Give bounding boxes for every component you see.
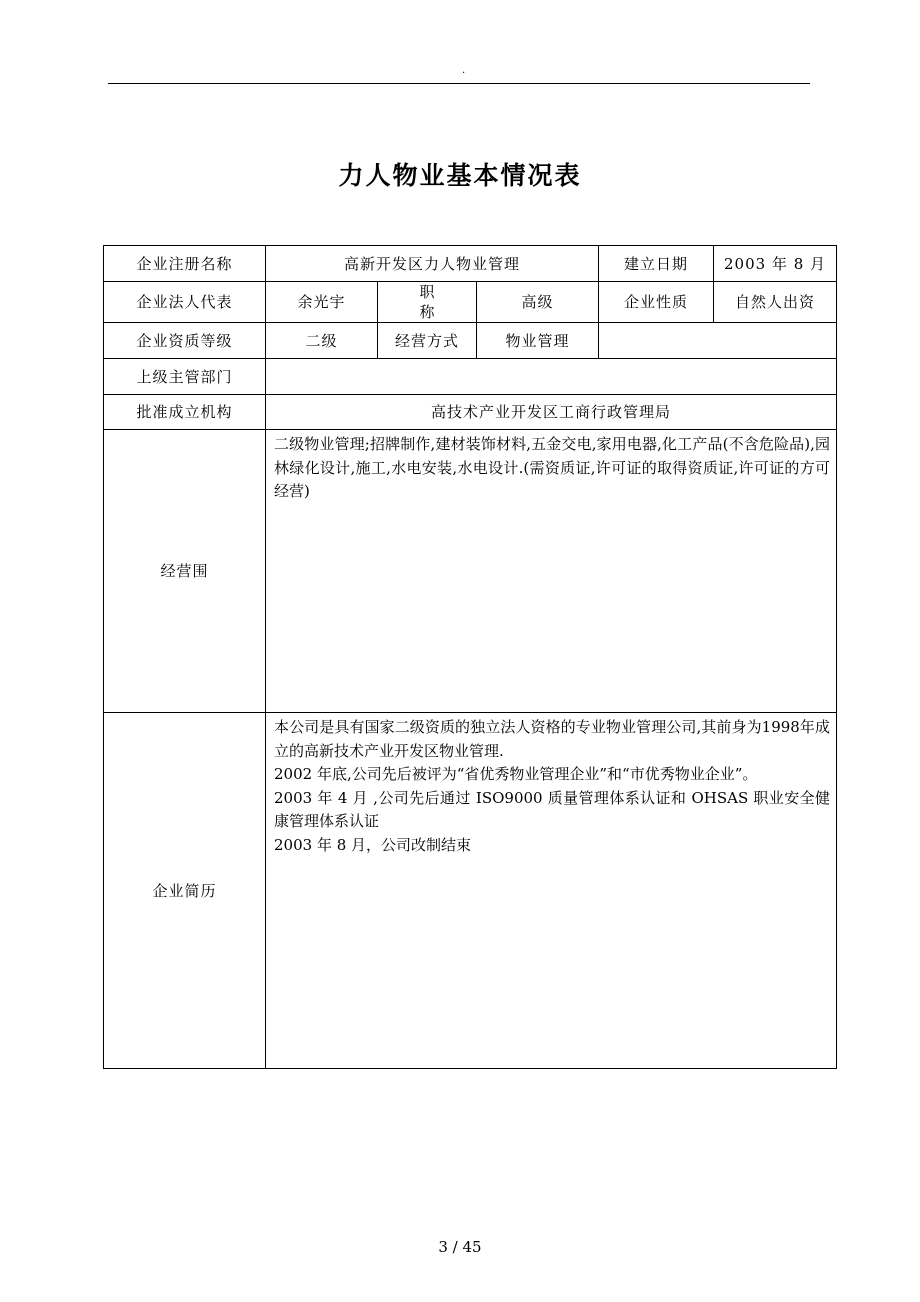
profile-line: 2003 年 4 月 ,公司先后通过 ISO9000 质量管理体系认证和 OHSAS 职业安全健康管理体系认证 bbox=[274, 788, 831, 830]
page-title: 力人物业基本情况表 bbox=[338, 161, 582, 190]
legal-rep-label: 企业法人代表 bbox=[104, 282, 266, 323]
nature-value: 自然人出资 bbox=[714, 282, 837, 323]
job-title-label: 职称 bbox=[378, 282, 477, 323]
table-row bbox=[104, 282, 837, 323]
founded-label: 建立日期 bbox=[599, 246, 714, 282]
approve-label: 批准成立机构 bbox=[104, 395, 266, 430]
table-row bbox=[104, 323, 837, 359]
qualification-label: 企业资质等级 bbox=[104, 323, 266, 359]
page-number: 3 / 45 bbox=[438, 1238, 482, 1256]
superior-label: 上级主管部门 bbox=[104, 359, 266, 395]
header-dot: . bbox=[462, 65, 466, 76]
scope-text: 二级物业管理;招牌制作,建材装饰材料,五金交电,家用电器,化工产品(不含危险品),园林绿化设计,施工,水电安装,水电设计.(需资质证,许可证的取得资质证,许可证的方可经营) bbox=[266, 430, 837, 713]
mode-value: 物业管理 bbox=[477, 323, 599, 359]
nature-label: 企业性质 bbox=[599, 282, 714, 323]
profile-text bbox=[266, 713, 837, 1069]
table-row bbox=[104, 395, 837, 430]
profile-line: 本公司是具有国家二级资质的独立法人资格的专业物业管理公司,其前身为1998年成立的高新技术产业开发区物业管理. bbox=[274, 718, 831, 760]
reg-name-label: 企业注册名称 bbox=[104, 246, 266, 282]
founded-value: 2003 年 8 月 bbox=[714, 246, 837, 282]
table-row bbox=[104, 430, 837, 713]
table-row bbox=[104, 713, 837, 1069]
mode-label: 经营方式 bbox=[378, 323, 477, 359]
empty-cell bbox=[599, 323, 837, 359]
header-rule bbox=[108, 83, 810, 84]
table-row bbox=[104, 359, 837, 395]
profile-line: 2002 年底,公司先后被评为“省优秀物业管理企业”和“市优秀物业企业”。 bbox=[274, 765, 758, 783]
reg-name-value: 高新开发区力人物业管理 bbox=[266, 246, 599, 282]
scope-label: 经营围 bbox=[104, 430, 266, 713]
table-row bbox=[104, 246, 837, 282]
legal-rep-value: 余光宇 bbox=[266, 282, 378, 323]
approve-value: 高技术产业开发区工商行政管理局 bbox=[266, 395, 837, 430]
superior-value bbox=[266, 359, 837, 395]
job-title-value: 高级 bbox=[477, 282, 599, 323]
qualification-value: 二级 bbox=[266, 323, 378, 359]
profile-line: 2003 年 8 月，公司改制结束 bbox=[274, 835, 472, 854]
profile-label: 企业简历 bbox=[104, 713, 266, 1069]
info-table bbox=[103, 245, 837, 1069]
